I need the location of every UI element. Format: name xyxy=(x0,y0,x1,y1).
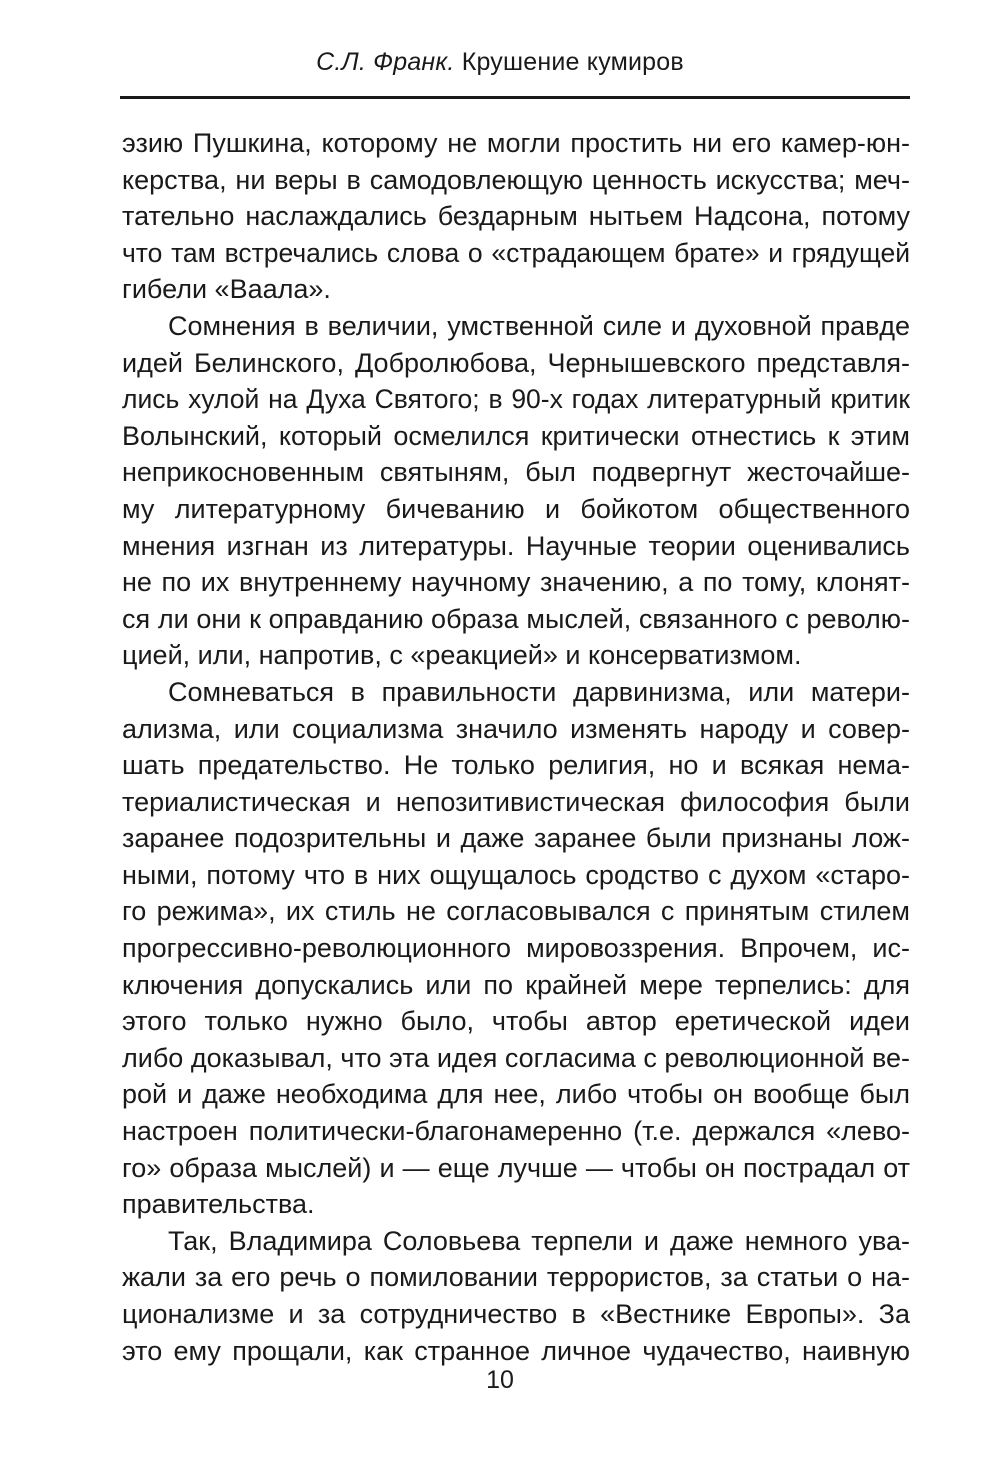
text-line: рой и даже необходима для нее, либо чтобы он вообще был xyxy=(122,1079,910,1110)
text-line: лись хулой на Духа Святого; в 90-х годах литературный критик xyxy=(122,384,910,415)
text-line: тательно наслаждались бездарным нытьем Надсона, потому xyxy=(122,201,910,232)
text-line: шать предательство. Не только религия, но и всякая нема- xyxy=(122,750,910,781)
text-line: го» образа мыслей) и — еще лучше — чтобы он пострадал от xyxy=(122,1152,910,1183)
text-line: этого только нужно было, чтобы автор еретической идеи xyxy=(122,1006,910,1037)
text-line: ся ли они к оправданию образа мыслей, связанного с револю- xyxy=(122,603,910,634)
text-line: жали за его речь о помиловании террористов, за статьи о на- xyxy=(122,1262,910,1293)
text-line: Так, Владимира Соловьева терпели и даже немного ува- xyxy=(168,1225,910,1256)
text-line: что там встречались слова о «страдающем брате» и грядущей xyxy=(122,237,910,268)
text-line: эзию Пушкина, которому не могли простить ни его камер-юн- xyxy=(122,128,910,158)
header-rule xyxy=(120,96,910,99)
text-line: керства, ни веры в самодовлеющую ценность искусства; меч- xyxy=(122,164,910,195)
text-line: правительства. xyxy=(122,1189,315,1220)
text-line: го режима», их стиль не согласовывался с принятым стилем xyxy=(122,896,910,927)
text-line: ализма, или социализма значило изменять народу и совер- xyxy=(122,713,910,744)
text-line: настроен политически-благонамеренно (т.е. держался «лево- xyxy=(122,1116,910,1147)
text-line: му литературному бичеванию и бойкотом общественного xyxy=(122,493,910,524)
text-line: Волынский, который осмелился критически отнестись к этим xyxy=(122,420,910,451)
text-line: мнения изгнан из литературы. Научные теории оценивались xyxy=(122,530,910,561)
text-line: териалистическая и непозитивистическая философия были xyxy=(122,786,910,817)
text-line: не по их внутреннему научному значению, а по тому, клонят- xyxy=(122,567,910,598)
text-line: гибели «Ваала». xyxy=(122,274,331,305)
text-line: идей Белинского, Добролюбова, Чернышевского представля- xyxy=(122,347,910,378)
text-line: заранее подозрительны и даже заранее были признаны лож- xyxy=(122,823,910,854)
text-line: либо доказывал, что эта идея согласима с революционной ве- xyxy=(122,1042,910,1073)
text-line: ными, потому что в них ощущалось сродство с духом «старо- xyxy=(122,859,910,890)
text-line: ключения допускались или по крайней мере терпелись: для xyxy=(122,969,910,1000)
text-line: цией, или, напротив, с «реакцией» и консерватизмом. xyxy=(122,640,802,671)
text-line: это ему прощали, как странное личное чудачество, наивную xyxy=(122,1335,910,1366)
text-line: неприкосновенным святыням, был подвергнут жесточайше- xyxy=(122,457,910,488)
text-line: ционализме и за сотрудничество в «Вестнике Европы». За xyxy=(122,1299,910,1329)
text-line: Сомневаться в правильности дарвинизма, или матери- xyxy=(168,676,910,707)
header-title: Крушение кумиров xyxy=(461,48,684,76)
page-body xyxy=(122,125,910,1369)
text-line: прогрессивно-революционного мировоззрения. Впрочем, ис- xyxy=(122,933,910,964)
header-author: С.Л. Франк. xyxy=(316,48,455,76)
running-header xyxy=(0,48,1000,77)
text-line: Сомнения в величии, умственной силе и духовной правде xyxy=(168,310,910,341)
page-number: 10 xyxy=(486,1366,514,1394)
